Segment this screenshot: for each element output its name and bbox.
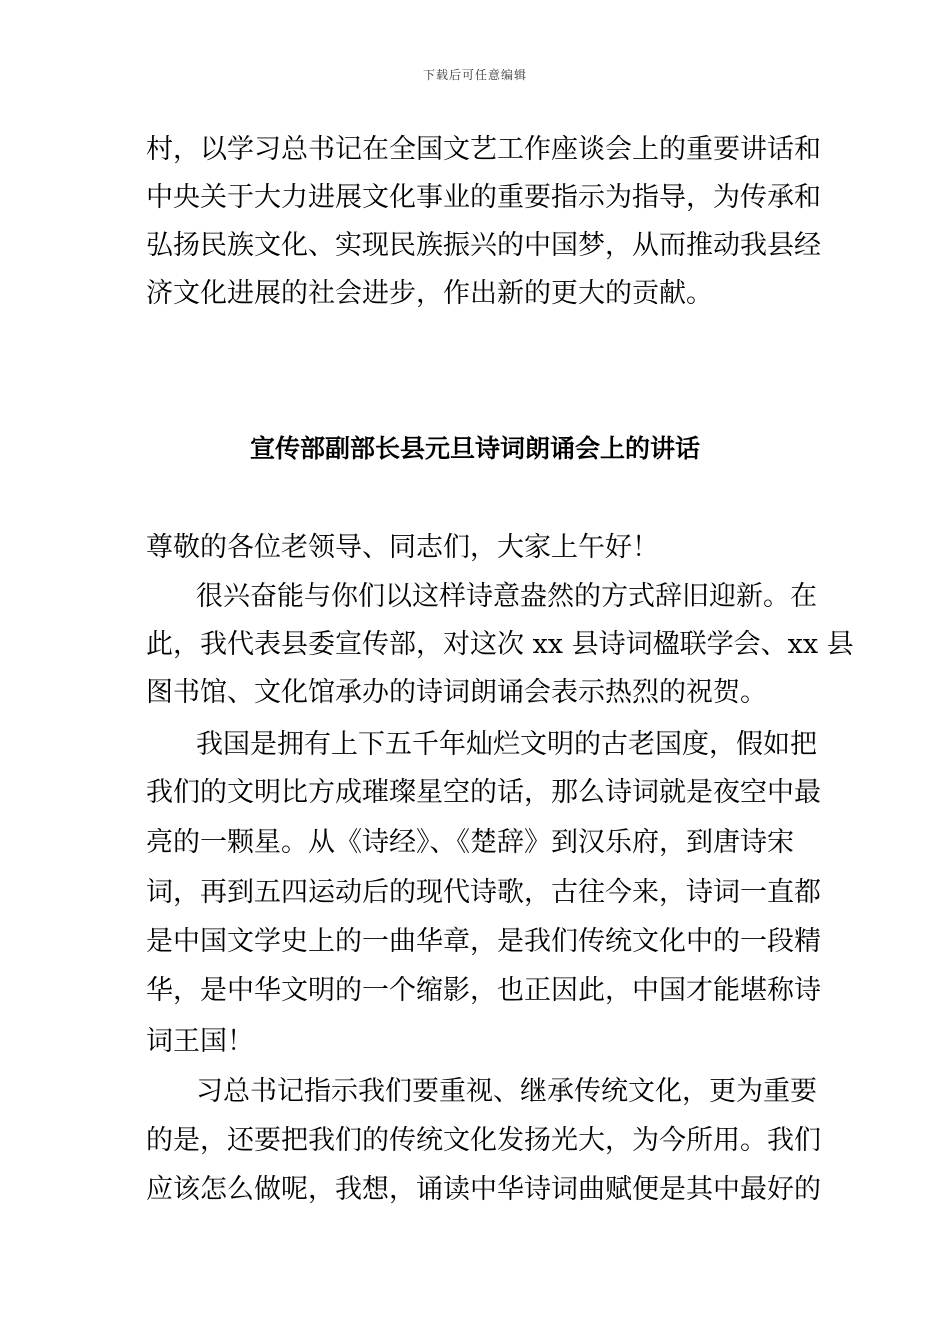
body-text-line: 是中国文学史上的一曲华章，是我们传统文化中的一段精 — [146, 926, 821, 957]
body-text-line: 习总书记指示我们要重视、继承传统文化，更为重要 — [196, 1076, 817, 1107]
body-text-line: 济文化进展的社会进步，作出新的更大的贡献。 — [146, 278, 713, 309]
body-text-line: 村，以学习总书记在全国文艺工作座谈会上的重要讲话和 — [146, 134, 821, 165]
body-text-line: 我国是拥有上下五千年灿烂文明的古老国度，假如把 — [196, 729, 817, 760]
body-text-line: 中央关于大力进展文化事业的重要指示为指导，为传承和 — [146, 182, 821, 213]
body-text-line: 此，我代表县委宣传部，对这次 xx 县诗词楹联学会、xx 县 — [146, 629, 854, 660]
page-header-note: 下载后可任意编辑 — [422, 68, 527, 82]
body-text-line: 弘扬民族文化、实现民族振兴的中国梦，从而推动我县经 — [146, 230, 821, 261]
body-text-line: 词王国！ — [146, 1026, 254, 1057]
body-text-line: 图书馆、文化馆承办的诗词朗诵会表示热烈的祝贺。 — [146, 677, 767, 708]
body-text-line: 华，是中华文明的一个缩影，也正因此，中国才能堪称诗 — [146, 975, 821, 1006]
body-text-line: 的是，还要把我们的传统文化发扬光大，为今所用。我们 — [146, 1125, 821, 1156]
body-text-line: 很兴奋能与你们以这样诗意盎然的方式辞旧迎新。在 — [196, 581, 817, 612]
body-text-line: 我们的文明比方成璀璨星空的话，那么诗词就是夜空中最 — [146, 777, 821, 808]
body-text-line: 应该怎么做呢，我想，诵读中华诗词曲赋便是其中最好的 — [146, 1174, 821, 1205]
body-text-line: 词，再到五四运动后的现代诗歌，古往今来，诗词一直都 — [146, 877, 821, 908]
speech-salutation: 尊敬的各位老领导、同志们，大家上午好！ — [146, 532, 659, 563]
body-text-line: 亮的一颗星。从《诗经》、《楚辞》到汉乐府，到唐诗宋 — [146, 827, 794, 858]
speech-title: 宣传部副部长县元旦诗词朗诵会上的讲话 — [249, 434, 700, 463]
